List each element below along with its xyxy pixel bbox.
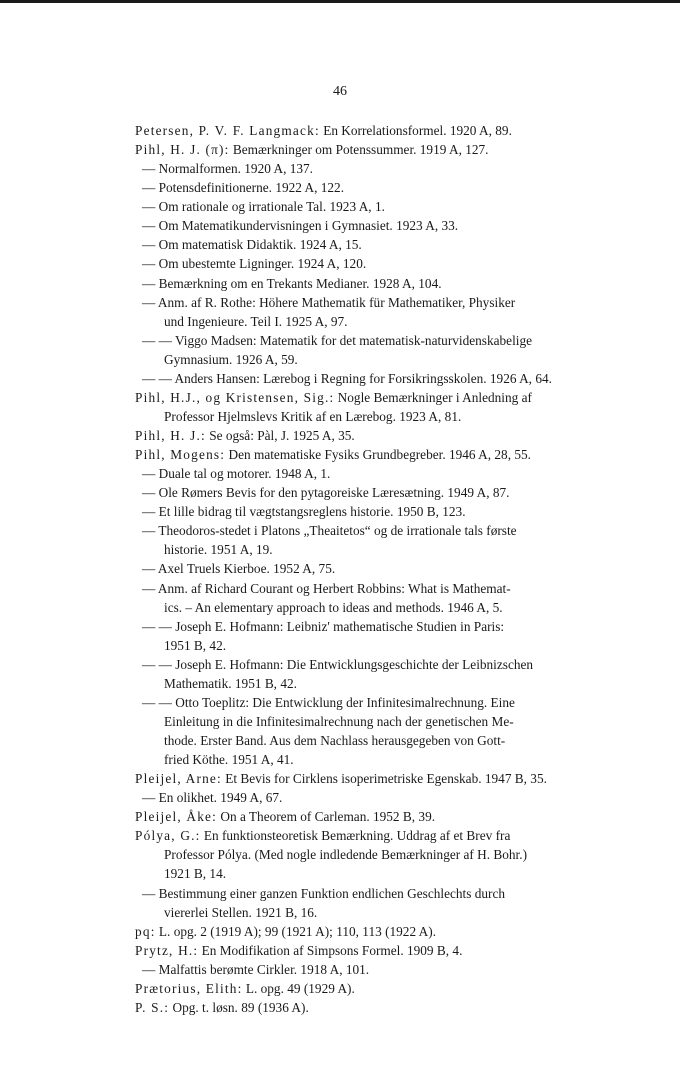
sub-entry-line bbox=[135, 884, 610, 903]
entry-text: L. opg. 2 (1919 A); 99 (1921 A); 110, 113 (1922 A). bbox=[155, 923, 437, 939]
entry-text: thode. Erster Band. Aus dem Nachlass herausgegeben von Gott- bbox=[164, 733, 506, 748]
author-entry-line bbox=[135, 998, 610, 1017]
continuation-line bbox=[135, 903, 610, 922]
entry-text: On a Theorem of Carleman. 1952 B, 39. bbox=[217, 809, 436, 825]
author-name: Pleijel, Arne: bbox=[135, 771, 222, 787]
entry-text: — Malfattis berømte Cirkler. 1918 A, 101. bbox=[142, 961, 370, 977]
continuation-line bbox=[135, 864, 610, 883]
entry-text: Professor Hjelmslevs Kritik af en Lærebog. 1923 A, 81. bbox=[164, 408, 462, 424]
author-entry-line bbox=[135, 140, 610, 159]
bibliography-list bbox=[135, 121, 610, 1017]
continuation-line bbox=[135, 598, 610, 617]
top-rule bbox=[0, 0, 680, 3]
continuation-line bbox=[135, 312, 610, 331]
sub-entry-line bbox=[135, 502, 610, 521]
entry-text: — Bestimmung einer ganzen Funktion endlichen Geschlechts durch bbox=[142, 885, 505, 901]
entry-text: Bemærkninger om Potenssummer. 1919 A, 127. bbox=[229, 142, 489, 158]
author-entry-line bbox=[135, 922, 610, 941]
entry-text: — En olikhet. 1949 A, 67. bbox=[142, 790, 283, 806]
entry-text: — Theodoros-stedet i Platons „Theaitetos“ og de irrationale tals første bbox=[142, 523, 517, 539]
author-entry-line bbox=[135, 426, 610, 445]
entry-text: Opg. t. løsn. 89 (1936 A). bbox=[169, 999, 309, 1015]
entry-text: — Om rationale og irrationale Tal. 1923 A, 1. bbox=[142, 199, 385, 215]
author-name: Petersen, P. V. F. Langmack: bbox=[135, 123, 320, 138]
sub-entry-line bbox=[135, 559, 610, 578]
entry-text: — Om Matematikundervisningen i Gymnasiet. 1923 A, 33. bbox=[142, 218, 459, 234]
entry-text: Nogle Bemærkninger i Anledning af bbox=[334, 389, 532, 405]
entry-text: — Ole Rømers Bevis for den pytagoreiske Læresætning. 1949 A, 87. bbox=[142, 485, 510, 501]
entry-text: En funktionsteoretisk Bemærkning. Uddrag af et Brev fra bbox=[200, 828, 511, 844]
entry-text: — Duale tal og motorer. 1948 A, 1. bbox=[142, 466, 331, 482]
sub-entry-line bbox=[135, 235, 610, 254]
continuation-line bbox=[135, 350, 610, 369]
entry-text: — Et lille bidrag til vægtstangsreglens historie. 1950 B, 123. bbox=[142, 504, 466, 520]
sub-entry-line bbox=[135, 521, 610, 540]
sub-entry-line bbox=[135, 960, 610, 979]
entry-text: und Ingenieure. Teil I. 1925 A, 97. bbox=[164, 313, 348, 329]
sub-entry-line bbox=[135, 293, 610, 312]
entry-text: Professor Pólya. (Med nogle indledende Bemærkninger af H. Bohr.) bbox=[164, 847, 528, 863]
entry-text: — — Otto Toeplitz: Die Entwicklung der Infinitesimalrechnung. Eine bbox=[142, 694, 515, 710]
entry-text: — — Joseph E. Hofmann: Die Entwicklungsgeschichte der Leibnizschen bbox=[142, 656, 534, 672]
entry-text: — Om ubestemte Ligninger. 1924 A, 120. bbox=[142, 256, 367, 272]
author-entry-line bbox=[135, 769, 610, 788]
entry-text: ics. – An elementary approach to ideas and methods. 1946 A, 5. bbox=[164, 599, 503, 615]
sub-entry-line bbox=[135, 274, 610, 293]
sub-entry-line bbox=[135, 216, 610, 235]
author-entry-line bbox=[135, 826, 610, 845]
author-entry-line bbox=[135, 388, 610, 407]
sub-entry-line bbox=[135, 788, 610, 807]
sub-entry-line bbox=[135, 617, 610, 636]
page-number: 46 bbox=[333, 84, 347, 99]
sub-entry-line bbox=[135, 655, 610, 674]
continuation-line bbox=[135, 750, 610, 769]
entry-text: Einleitung in die Infinitesimalrechnung nach der genetischen Me- bbox=[164, 713, 514, 729]
entry-text: — — Joseph E. Hofmann: Leibniz' mathematische Studien in Paris: bbox=[142, 618, 505, 634]
entry-text: Et Bevis for Cirklens isoperimetriske Egenskab. 1947 B, 35. bbox=[221, 771, 547, 787]
entry-text: — Bemærkning om en Trekants Medianer. 1928 A, 104. bbox=[142, 275, 442, 291]
sub-entry-line bbox=[135, 369, 610, 388]
author-entry-line bbox=[135, 445, 610, 464]
entry-text: fried Köthe. 1951 A, 41. bbox=[164, 752, 294, 768]
entry-text: Mathematik. 1951 B, 42. bbox=[164, 675, 297, 691]
author-entry-line bbox=[135, 979, 610, 998]
entry-text: — Anm. af R. Rothe: Höhere Mathematik für Mathematiker, Physiker bbox=[142, 294, 516, 310]
continuation-line bbox=[135, 540, 610, 559]
author-name: Prytz, H.: bbox=[135, 942, 199, 958]
author-name: pq: bbox=[135, 923, 156, 939]
entry-text: L. opg. 49 (1929 A). bbox=[242, 980, 355, 996]
author-name: Prætorius, Elith: bbox=[135, 980, 243, 996]
entry-text: — Axel Truels Kierboe. 1952 A, 75. bbox=[142, 561, 336, 577]
sub-entry-line bbox=[135, 159, 610, 178]
continuation-line bbox=[135, 407, 610, 426]
entry-text: 1921 B, 14. bbox=[164, 866, 227, 882]
entry-text: historie. 1951 A, 19. bbox=[164, 542, 273, 558]
sub-entry-line bbox=[135, 254, 610, 273]
entry-text: — — Viggo Madsen: Matematik for det matematisk-naturvidenskabelige bbox=[142, 332, 533, 348]
entry-text: — Om matematisk Didaktik. 1924 A, 15. bbox=[142, 237, 362, 253]
entry-text: 1951 B, 42. bbox=[164, 637, 227, 653]
entry-text: En Modifikation af Simpsons Formel. 1909 B, 4. bbox=[198, 942, 463, 958]
sub-entry-line bbox=[135, 693, 610, 712]
continuation-line bbox=[135, 731, 610, 750]
author-name: Pólya, G.: bbox=[135, 828, 201, 844]
entry-text: — — Anders Hansen: Lærebog i Regning for Forsikringsskolen. 1926 A, 64. bbox=[142, 370, 552, 386]
sub-entry-line bbox=[135, 579, 610, 598]
author-name: Pihl, H. J. (π): bbox=[135, 142, 230, 158]
sub-entry-line bbox=[135, 331, 610, 350]
entry-text: — Anm. af Richard Courant og Herbert Robbins: What is Mathemat- bbox=[142, 580, 511, 596]
entry-text: En Korrelationsformel. 1920 A, 89. bbox=[319, 123, 512, 138]
sub-entry-line bbox=[135, 483, 610, 502]
author-entry-line bbox=[135, 941, 610, 960]
sub-entry-line bbox=[135, 464, 610, 483]
author-entry-line bbox=[135, 121, 610, 140]
author-name: Pleijel, Åke: bbox=[135, 809, 218, 825]
author-name: P. S.: bbox=[135, 999, 170, 1015]
continuation-line bbox=[135, 636, 610, 655]
continuation-line bbox=[135, 845, 610, 864]
author-name: Pihl, Mogens: bbox=[135, 447, 226, 463]
author-entry-line bbox=[135, 807, 610, 826]
entry-text: Gymnasium. 1926 A, 59. bbox=[164, 351, 298, 367]
continuation-line bbox=[135, 674, 610, 693]
entry-text: Se også: Pàl, J. 1925 A, 35. bbox=[205, 428, 355, 443]
entry-text: — Normalformen. 1920 A, 137. bbox=[142, 161, 313, 177]
entry-text: Den matematiske Fysiks Grundbegreber. 1946 A, 28, 55. bbox=[225, 447, 531, 463]
continuation-line bbox=[135, 712, 610, 731]
entry-text: viererlei Stellen. 1921 B, 16. bbox=[164, 904, 318, 920]
sub-entry-line bbox=[135, 197, 610, 216]
author-name: Pihl, H. J.: bbox=[135, 428, 206, 443]
entry-text: — Potensdefinitionerne. 1922 A, 122. bbox=[142, 180, 345, 196]
author-name: Pihl, H.J., og Kristensen, Sig.: bbox=[135, 389, 335, 405]
sub-entry-line bbox=[135, 178, 610, 197]
